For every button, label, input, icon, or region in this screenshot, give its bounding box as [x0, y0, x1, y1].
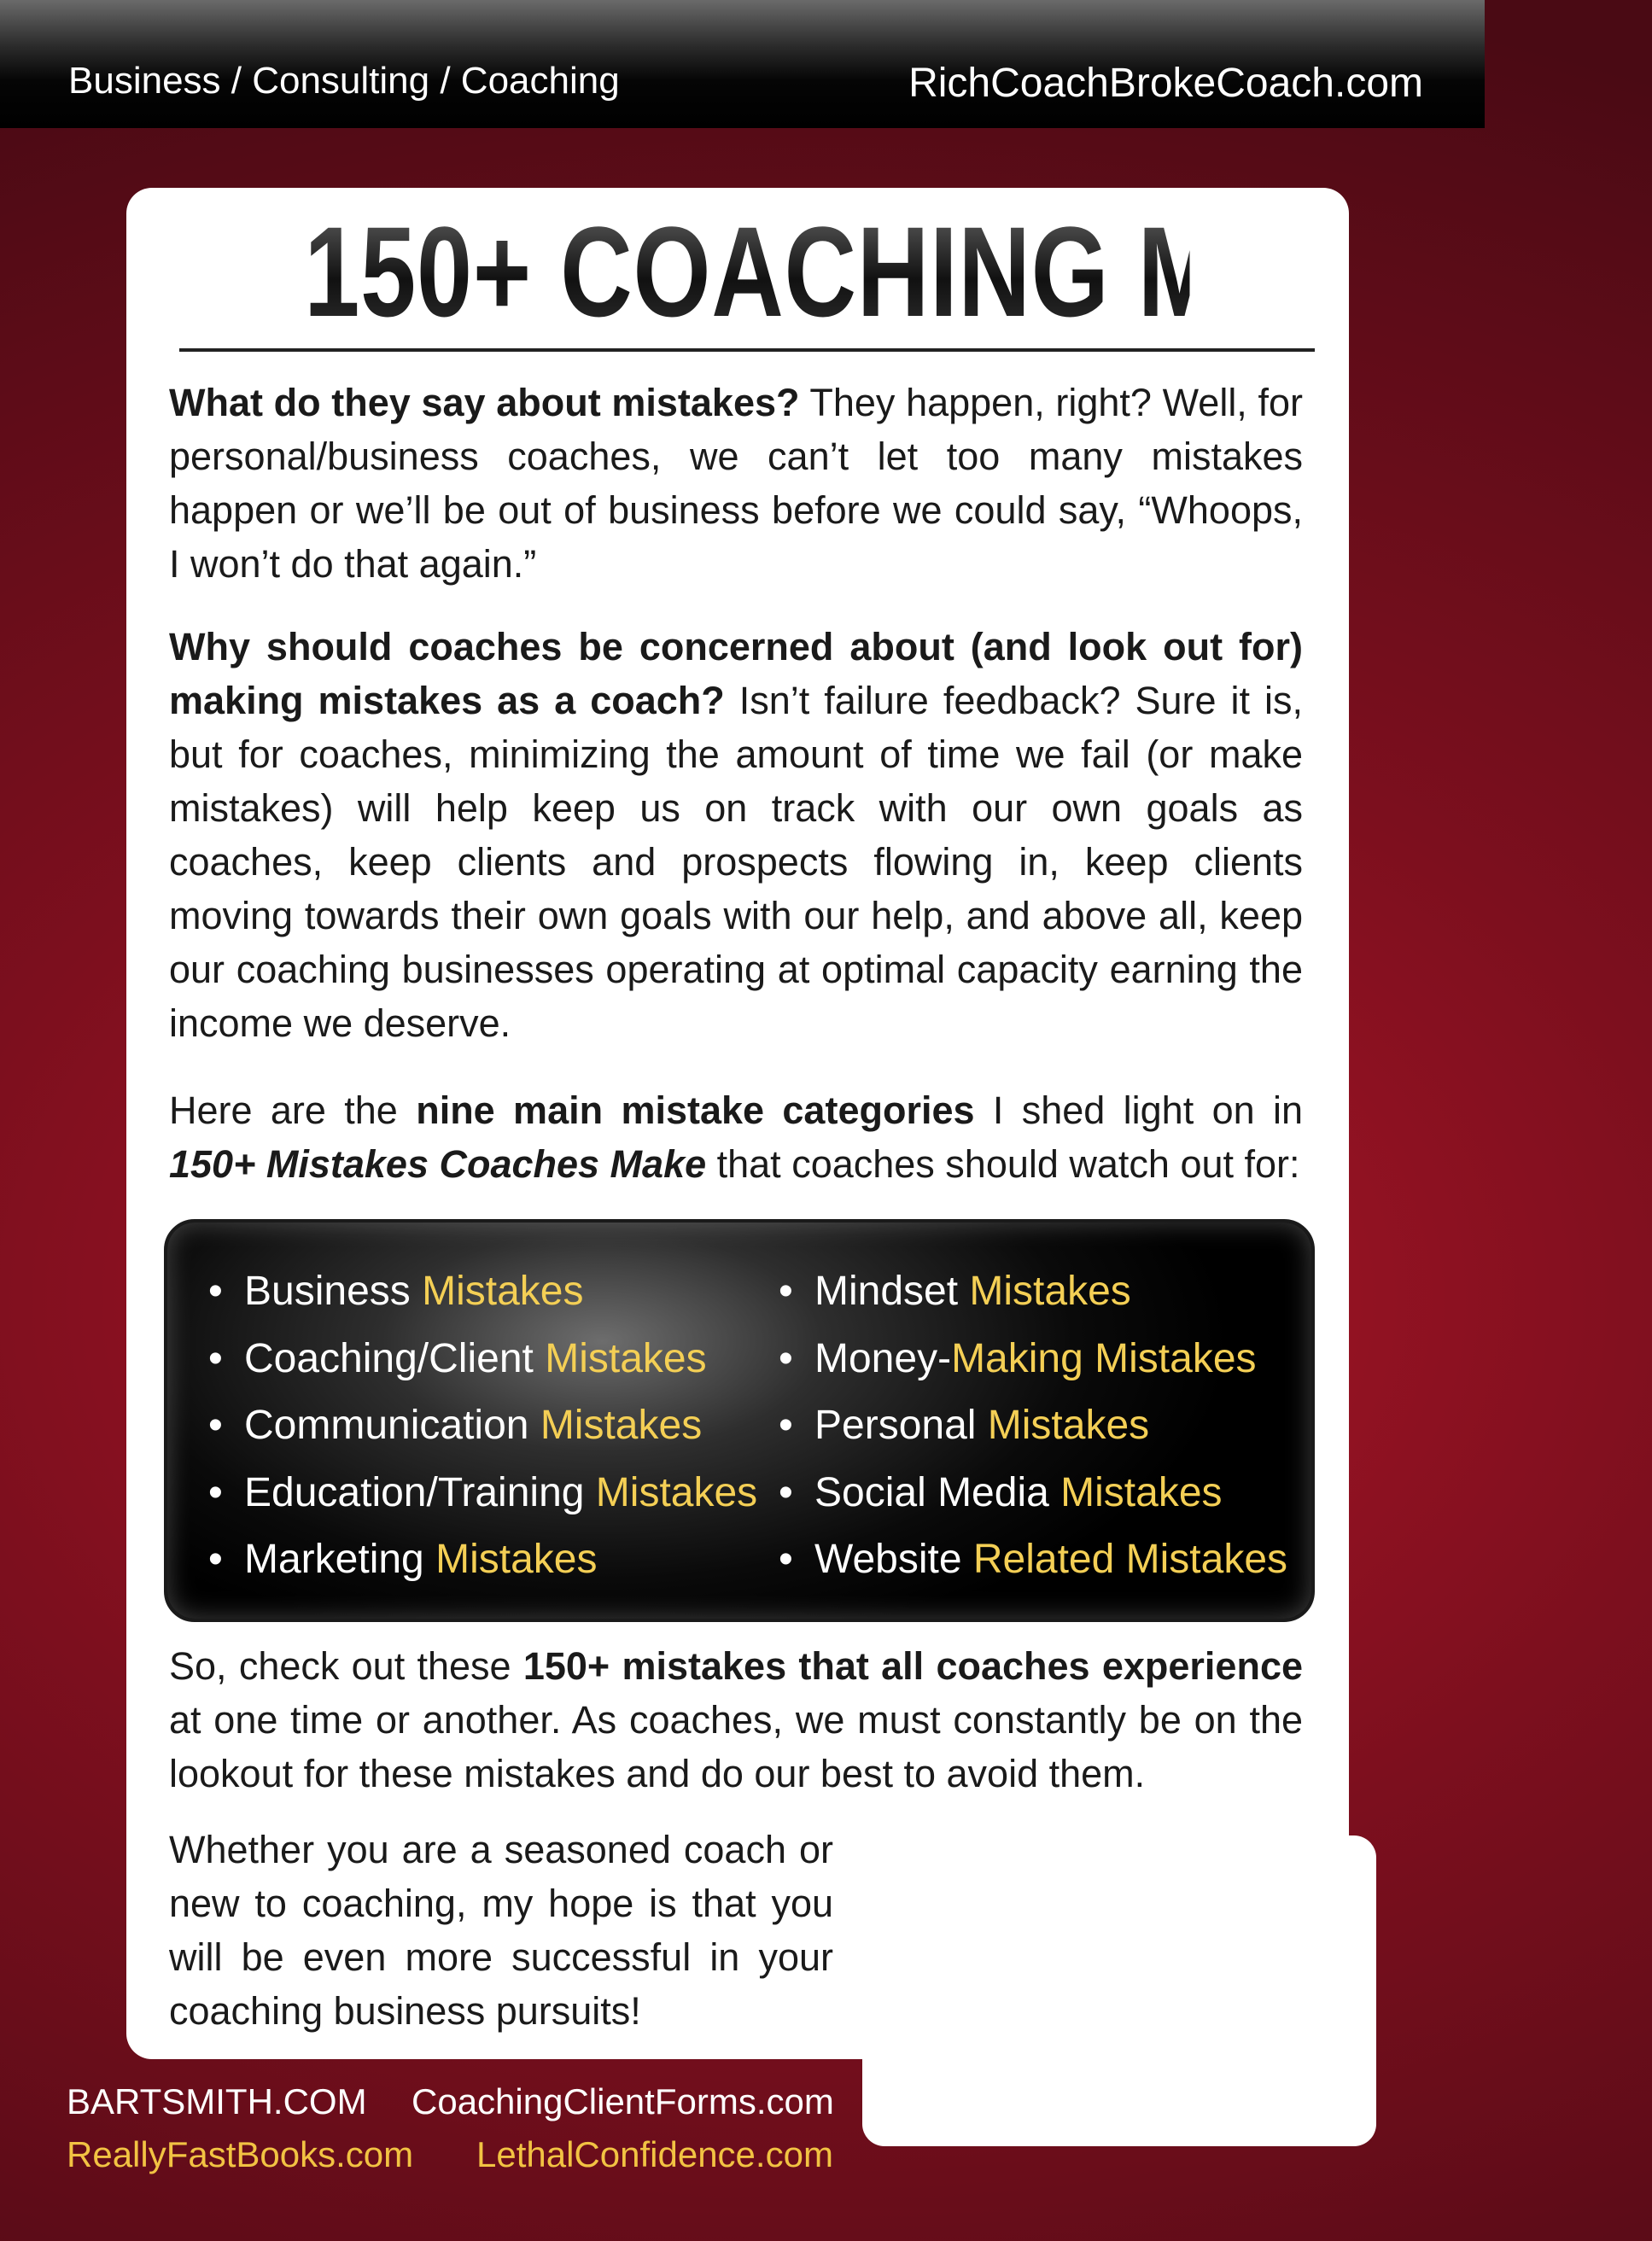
categories-panel — [164, 1219, 1315, 1622]
category-item: • Mindset Mistakes — [779, 1258, 1287, 1326]
category-item: • Personal Mistakes — [779, 1392, 1287, 1460]
bullet-icon: • — [208, 1403, 223, 1448]
category-item: • Business Mistakes — [208, 1258, 757, 1326]
categories-left-column — [208, 1258, 757, 1594]
bullet-icon: • — [208, 1335, 223, 1381]
bullet-icon: • — [208, 1269, 223, 1314]
category-item: • Social Media Mistakes — [779, 1460, 1287, 1527]
category-item: • Coaching/Client Mistakes — [208, 1326, 757, 1393]
intro-lead: What do they say about mistakes? — [169, 381, 800, 424]
checkout-paragraph — [169, 1639, 1303, 1800]
categories-intro-mid: I shed light on in — [974, 1088, 1303, 1132]
checkout-bold: 150+ mistakes that all coaches experience — [522, 1644, 1303, 1688]
categories-intro-paragraph — [169, 1083, 1303, 1191]
bullet-icon: • — [779, 1269, 793, 1314]
book-title: 150+ Mistakes Coaches Make — [169, 1142, 707, 1186]
bullet-icon: • — [779, 1403, 793, 1448]
title-divider — [179, 348, 1315, 352]
page-title: 150+ COACHING MISTAKES — [304, 198, 1189, 346]
category-item: • Marketing Mistakes — [208, 1526, 757, 1594]
footer-link-really-fast-books[interactable]: ReallyFastBooks.com — [67, 2134, 414, 2174]
categories-intro-pre: Here are the — [169, 1088, 417, 1132]
category-label: Business / Consulting / Coaching — [68, 60, 620, 102]
concern-paragraph — [169, 620, 1303, 1050]
category-item: • Money-Making Mistakes — [779, 1326, 1287, 1393]
intro-paragraph — [169, 376, 1303, 591]
category-item: • Website Related Mistakes — [779, 1526, 1287, 1594]
footer-link-bartsmith[interactable]: BARTSMITH.COM — [67, 2081, 367, 2121]
footer-link-lethal-confidence[interactable]: LethalConfidence.com — [476, 2134, 833, 2174]
checkout-post: at one time or another. As coaches, we must constantly be on the lookout for these mistakes and do our best to avoid them. — [169, 1698, 1303, 1795]
footer-link-coaching-client-forms[interactable]: CoachingClientForms.com — [412, 2081, 834, 2121]
website-link[interactable]: RichCoachBrokeCoach.com — [908, 61, 1423, 106]
categories-intro-post: that coaches should watch out for: — [706, 1142, 1300, 1186]
top-banner — [0, 0, 1485, 128]
bullet-icon: • — [208, 1469, 223, 1515]
bullet-icon: • — [208, 1537, 223, 1582]
category-item: • Communication Mistakes — [208, 1392, 757, 1460]
bullet-icon: • — [779, 1469, 793, 1515]
categories-intro-bold: nine main mistake categories — [416, 1088, 975, 1132]
bullet-icon: • — [779, 1335, 793, 1381]
bullet-icon: • — [779, 1537, 793, 1582]
concern-text: Isn’t failure feedback? Sure it is, but for coaches, minimizing the amount of time we fail (or make mistakes) will help keep us on track with our own goals as coaches, keep clients and prospects flowing in, keep clients moving towards their own goals with our help, and above all, keep our coaching businesses operating at optimal capacity earning the income we deserve. — [169, 679, 1304, 1045]
category-item: • Education/Training Mistakes — [208, 1460, 757, 1527]
intro-text: They happen, right? Well, for personal/business coaches, we can’t let too many mistakes happen or we’ll be out of business before we could say, “Whoops, I won’t do that again.” — [169, 381, 1303, 586]
categories-right-column — [779, 1258, 1287, 1594]
concern-lead: Why should coaches be concerned about (and look out for) making mistakes as a coach? — [169, 625, 1303, 722]
closing-paragraph: Whether you are a seasoned coach or new to coaching, my hope is that you will be even more successful in your coaching business pursuits! — [169, 1828, 833, 2033]
corner-panel — [862, 1835, 1376, 2146]
checkout-pre: So, check out these — [169, 1644, 523, 1688]
